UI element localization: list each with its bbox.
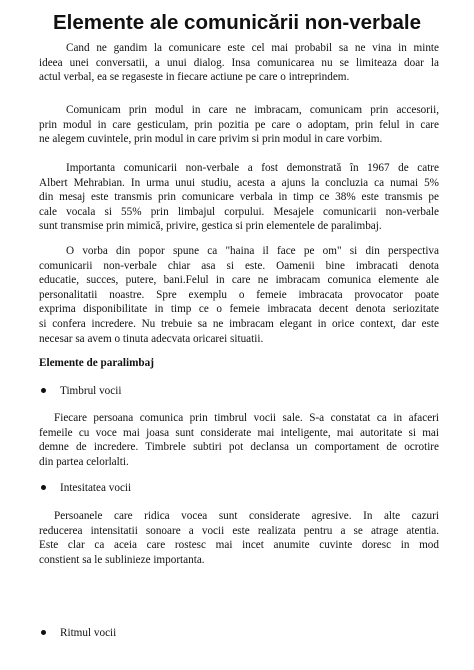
paragraph-line: Persoanele care ridica vocea sunt considerate agresive. In alte cazuri — [54, 510, 439, 522]
bullet-label: Intesitatea vocii — [60, 482, 132, 494]
paragraph-line: prin modul in care gesticulam, prin pozitia pe care o adoptam, prin felul in care — [39, 118, 439, 131]
bullet-label: Timbrul vocii — [60, 385, 122, 397]
paragraph-intesitatea — [39, 509, 439, 567]
paragraph-line: Comunicam prin modul in care ne imbracam, comunicam prin accesorii, — [66, 104, 439, 116]
paragraph-line: Fiecare persoana comunica prin timbrul vocii sale. S-a constatat ca in afaceri — [54, 412, 439, 424]
document-title: Elemente ale comunicării non-verbale — [53, 11, 421, 34]
bullet-dot-icon — [41, 388, 46, 393]
paragraph-line: necesar sa avem o tinuta adecvata oricarei situatii. — [39, 332, 264, 345]
paragraph-line: Importanta comunicarii non-verbale a fost demonstrată în 1967 de catre — [66, 162, 439, 174]
bullet-dot-icon — [41, 630, 46, 635]
paragraph-line: personalitatii noastre. Spre exemplu o femeie imbracata provocator poate — [39, 288, 439, 301]
bullet-item-ritmul — [41, 626, 116, 641]
paragraph-line: exprima disponibilitate in timp ce o femeie imbracata decent denota seriozitate — [39, 303, 439, 316]
paragraph-line: ne alegem cuvintele, prin modul in care privim si prin modul in care vorbim. — [39, 133, 383, 146]
paragraph-line: comunicarii non-verbale chiar asa si este. Oamenii bine imbracati denota — [39, 259, 439, 272]
paragraph-line: constient sa le sublinieze importanta. — [39, 553, 205, 566]
paragraph-line: ideea unei conversatii, a unui dialog. Insa comunicarea nu se limiteaza doar la — [39, 56, 439, 69]
paragraph-line: cale vocala si 55% prin limbajul corpului. Mesajele comunicarii non-verbale — [39, 205, 439, 218]
paragraph-line: sunt transmise prin mimică, privire, gestica si prin elementele de paralimbaj. — [39, 220, 382, 233]
paragraph-line: femeile cu voce mai joasa sunt considerate mai inteligente, mai autoritate si mai — [39, 426, 439, 439]
bullet-item-timbrul — [41, 384, 121, 399]
bullet-label: Ritmul vocii — [60, 627, 117, 639]
paragraph-line: actul verbal, ea se regaseste in fiecare actiune pe care o intreprindem. — [39, 71, 350, 84]
paragraph-line: din partea celorlalti. — [39, 455, 129, 468]
paragraph-line: si confera incredere. Nu trebuie sa ne imbracam elegant in orice context, dar este — [39, 317, 439, 330]
paragraph-line: O vorba din popor spune ca "haina il face pe om" si din perspectiva — [66, 245, 439, 257]
paragraph-importanta — [39, 161, 439, 234]
paragraph-line: Albert Mehrabian. In urma unui studiu, acesta a ajuns la concluzia ca numai 5% — [39, 176, 439, 189]
section-heading: Elemente de paralimbaj — [39, 357, 154, 369]
bullet-item-intesitatea — [41, 481, 131, 496]
paragraph-line: reducerea intensitatii sonoare a vocii este realizata pentru a se atrage atentia. — [39, 524, 439, 537]
paragraph-line: Este clar ca aceia care rostesc mai incet anumite cuvinte doresc in mod — [39, 539, 439, 552]
paragraph-line: Cand ne gandim la comunicare este cel mai probabil sa ne vina in minte — [66, 42, 439, 54]
paragraph-haina — [39, 244, 439, 346]
paragraph-timbrul — [39, 411, 439, 469]
paragraph-intro — [39, 41, 439, 85]
paragraph-line: demne de incredere. Timbrele subtiri pot declansa un comportament de ocrotire — [39, 441, 439, 454]
paragraph-comunicam — [39, 103, 439, 147]
bullet-dot-icon — [41, 485, 46, 490]
paragraph-line: din mesaj este transmis prin comunicare verbala in timp ce 38% este transmis pe — [39, 191, 439, 204]
paragraph-line: educatie, succes, putere, bani.Felul in care ne imbracam comunica elemente ale — [39, 274, 439, 287]
